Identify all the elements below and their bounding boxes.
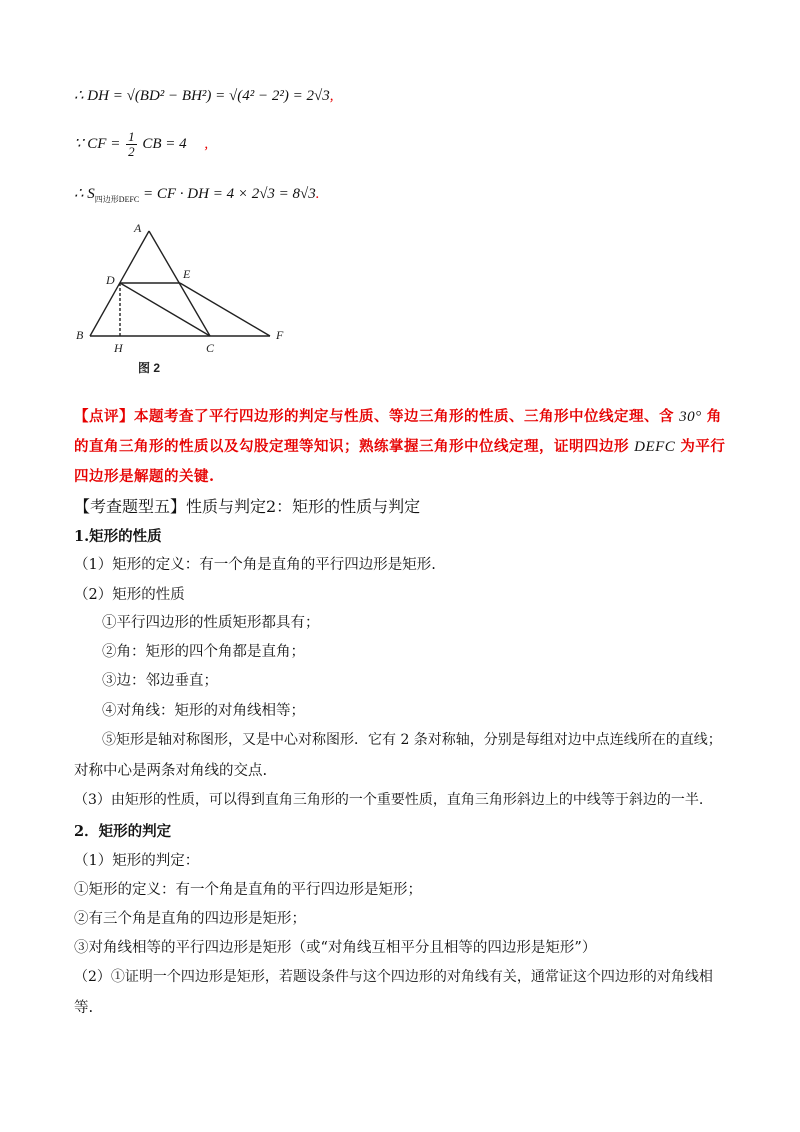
comment-text-1: 本题考查了平行四边形的判定与性质、等边三角形的性质、三角形中位线定理、含 xyxy=(134,408,674,425)
formula-area-rhs: = CF · DH = 4 × 2√3 = 8√3 xyxy=(143,186,316,202)
property-5a: ⑤矩形是轴对称图形，又是中心对称图形．它有 2 条对称轴，分别是每组对边中点连线所在的直线； xyxy=(102,732,722,748)
label-a: A xyxy=(134,221,142,235)
formula-cf-tail: , xyxy=(204,135,209,152)
heading-properties: 1.矩形的性质 xyxy=(74,528,162,545)
formula-dh xyxy=(74,86,333,105)
right-triangle-property: （3）由矩形的性质，可以得到直角三角形的一个重要性质，直角三角形斜边上的中线等于斜边的一半. xyxy=(74,792,704,808)
area-symbol: S xyxy=(87,186,95,202)
formula-dh-tail: , xyxy=(329,88,334,104)
label-f: F xyxy=(276,328,284,342)
proof-tip-a: （2）①证明一个四边形是矩形，若题设条件与这个四边形的对角线有关，通常证这个四边形的对角线相 xyxy=(74,969,713,985)
therefore-symbol: ∴ xyxy=(74,88,84,104)
heading-criteria: 2．矩形的判定 xyxy=(74,823,172,840)
figure-caption: 图 2 xyxy=(138,361,161,375)
property-4: ④对角线：矩形的对角线相等； xyxy=(102,703,305,719)
property-3: ③边：邻边垂直； xyxy=(102,673,218,689)
criterion-1: ①矩形的定义：有一个角是直角的平行四边形是矩形； xyxy=(74,882,422,898)
because-symbol: ∵ xyxy=(74,135,84,152)
label-e: E xyxy=(183,267,191,281)
property-5b: 对称中心是两条对角线的交点. xyxy=(74,763,268,779)
fraction-half xyxy=(126,130,137,159)
criterion-3: ③对角线相等的平行四边形是矩形（或“对角线互相平分且相等的四边形是矩形”） xyxy=(74,940,597,956)
formula-area-tail: . xyxy=(315,186,320,202)
comment-tag: 【点评】 xyxy=(74,408,134,425)
formula-cf-rhs: CB = 4 xyxy=(142,135,187,152)
fraction-numerator: 1 xyxy=(128,129,135,144)
proof-tip-b: 等. xyxy=(74,1000,94,1016)
formula-cf xyxy=(74,130,208,159)
label-b: B xyxy=(76,328,84,342)
criterion-2: ②有三个角是直角的四边形是矩形； xyxy=(74,911,306,927)
therefore-symbol-2: ∴ xyxy=(74,186,84,202)
definition-line: （1）矩形的定义：有一个角是直角的平行四边形是矩形. xyxy=(74,557,436,573)
property-2: ②角：矩形的四个角都是直角； xyxy=(102,644,305,660)
criteria-heading: （1）矩形的判定： xyxy=(74,853,200,869)
property-1: ①平行四边形的性质矩形都具有； xyxy=(102,615,320,631)
label-c: C xyxy=(206,341,215,355)
fraction-denominator: 2 xyxy=(128,144,135,159)
section-title: 【考查题型五】性质与判定2：矩形的性质与判定 xyxy=(74,497,421,516)
segment-ef xyxy=(180,283,270,336)
area-subscript: 四边形DEFC xyxy=(94,195,140,204)
comment-text-2: 角的直角三角形的性质以及勾股定理等知识；熟练掌握三角形中位线定理，证明四边形 xyxy=(74,408,722,455)
label-h: H xyxy=(114,341,123,355)
label-d: D xyxy=(106,273,115,287)
comment-paragraph xyxy=(74,402,734,492)
quad-name: DEFC xyxy=(634,439,676,455)
geometry-figure xyxy=(70,220,300,380)
segment-dc xyxy=(120,283,210,336)
formula-dh-text: DH = √(BD² − BH²) = √(4² − 2²) = 2√3 xyxy=(87,88,330,104)
comment-text-3: 为平行四边形是解题的关键. xyxy=(74,438,726,485)
angle-value: 30° xyxy=(679,409,702,425)
properties-heading: （2）矩形的性质 xyxy=(74,587,185,603)
formula-area xyxy=(74,184,320,205)
formula-cf-lhs: CF = xyxy=(87,135,121,152)
